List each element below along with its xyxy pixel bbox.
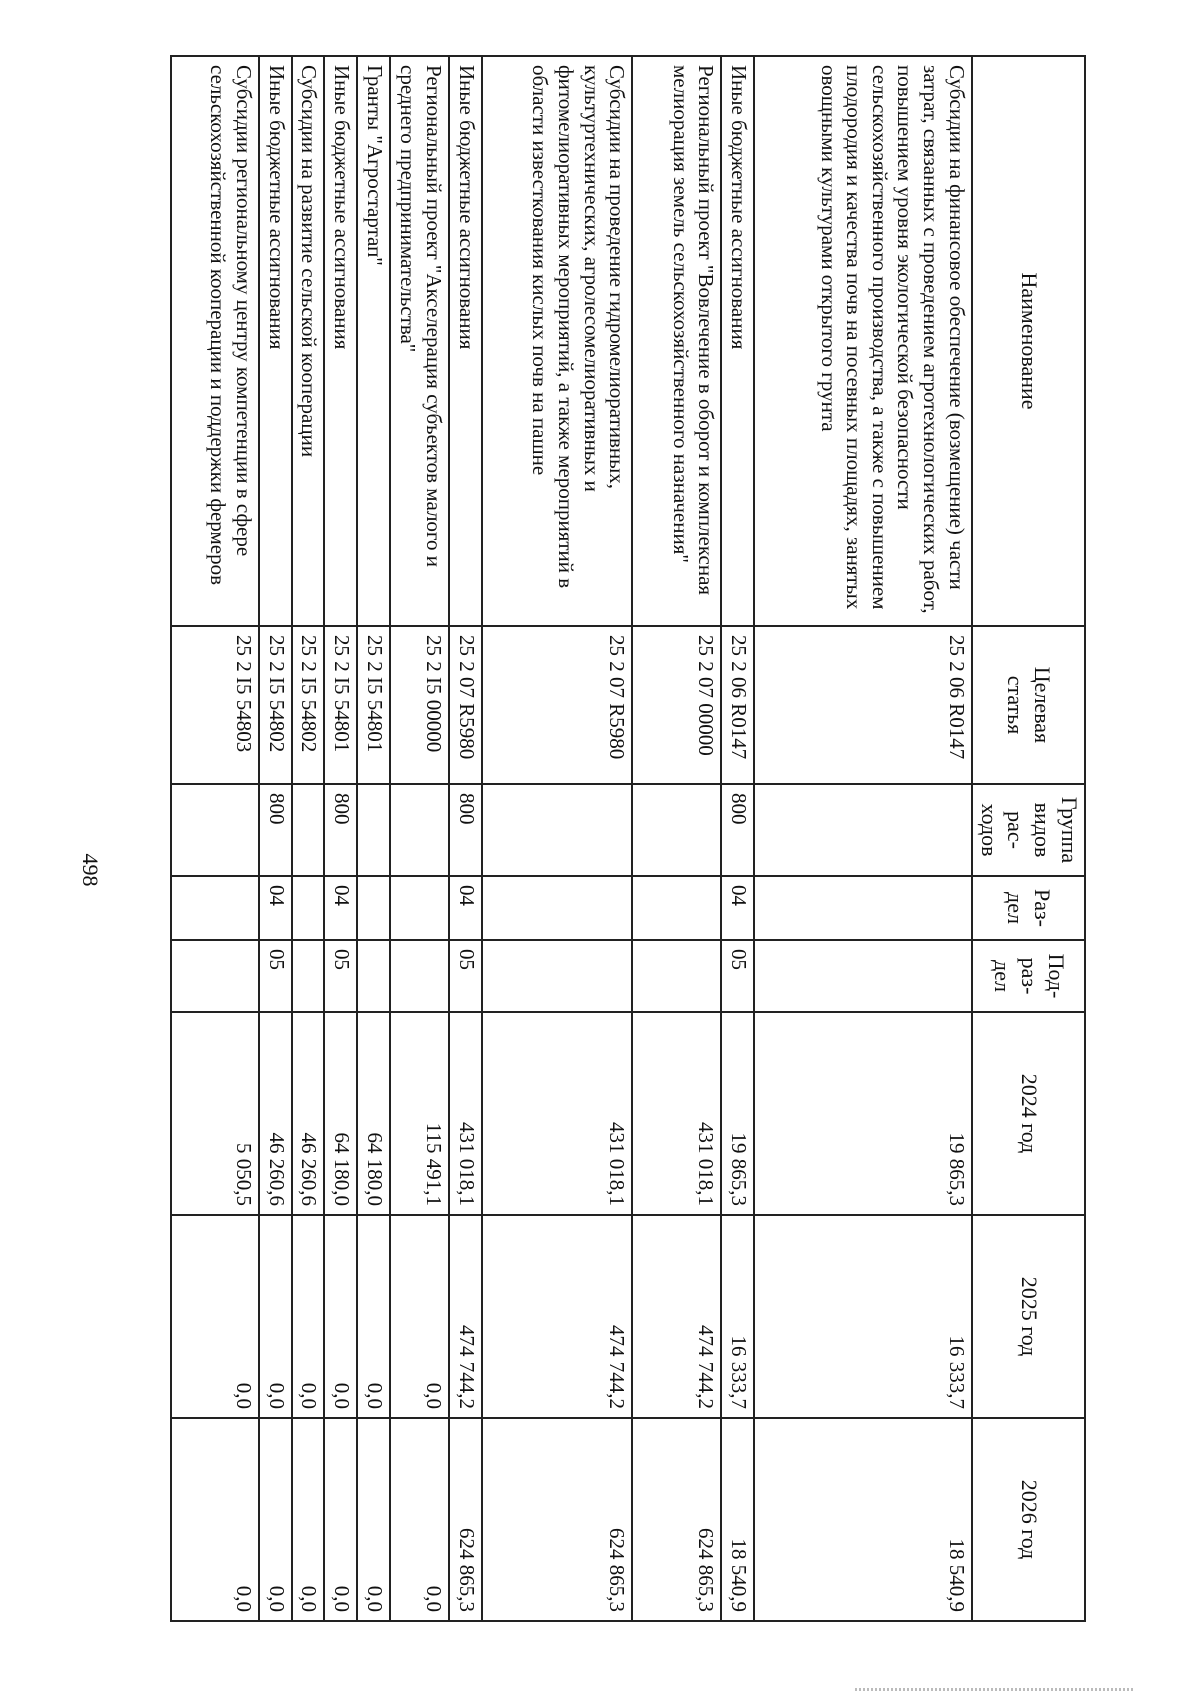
cell-2024: 115 491,1 xyxy=(390,1012,449,1215)
page-number: 498 xyxy=(78,853,103,887)
cell-target: 25 2 06 R0147 xyxy=(754,626,971,784)
cell-section xyxy=(482,876,632,940)
cell-subsection xyxy=(357,940,390,1012)
cell-group: 800 xyxy=(721,784,754,876)
cell-name: Гранты "Агростартап" xyxy=(357,56,390,626)
table-row xyxy=(632,56,721,1621)
table-header-row xyxy=(972,56,1085,1621)
table-row xyxy=(449,56,482,1621)
cell-group xyxy=(390,784,449,876)
cell-subsection xyxy=(754,940,971,1012)
cell-section: 04 xyxy=(324,876,357,940)
table-row xyxy=(721,56,754,1621)
cell-subsection xyxy=(390,940,449,1012)
cell-target: 25 2 I5 54802 xyxy=(259,626,292,784)
cell-2025: 0,0 xyxy=(259,1215,292,1418)
cell-target: 25 2 07 R5980 xyxy=(449,626,482,784)
cell-2026: 0,0 xyxy=(357,1418,390,1621)
cell-section xyxy=(171,876,259,940)
cell-target: 25 2 I5 00000 xyxy=(390,626,449,784)
cell-2024: 5 050,5 xyxy=(171,1012,259,1215)
cell-group: 800 xyxy=(324,784,357,876)
cell-2026: 624 865,3 xyxy=(482,1418,632,1621)
cell-section xyxy=(632,876,721,940)
header-target: Целевая статья xyxy=(972,626,1085,784)
cell-2024: 19 865,3 xyxy=(754,1012,971,1215)
cell-2024: 19 865,3 xyxy=(721,1012,754,1215)
cell-name: Иные бюджетные ассигнования xyxy=(721,56,754,626)
cell-subsection xyxy=(292,940,325,1012)
cell-group xyxy=(632,784,721,876)
cell-subsection xyxy=(632,940,721,1012)
table-row xyxy=(171,56,259,1621)
cell-group xyxy=(292,784,325,876)
cell-2026: 624 865,3 xyxy=(449,1418,482,1621)
table-row xyxy=(390,56,449,1621)
budget-table xyxy=(170,55,1086,1622)
header-2025: 2025 год xyxy=(972,1215,1085,1418)
cell-target: 25 2 I5 54802 xyxy=(292,626,325,784)
cell-2024: 64 180,0 xyxy=(324,1012,357,1215)
cell-2026: 0,0 xyxy=(390,1418,449,1621)
cell-2026: 0,0 xyxy=(324,1418,357,1621)
cell-name: Иные бюджетные ассигнования xyxy=(324,56,357,626)
cell-section xyxy=(754,876,971,940)
cell-2025: 0,0 xyxy=(357,1215,390,1418)
cell-name: Субсидии на проведение гидромелиоративных, культуртехнических, агролесомелиоративных и фитомелиоративных мероприятий, а также мероприятий в области известкования кислых почв на пашне xyxy=(482,56,632,626)
cell-2026: 18 540,9 xyxy=(721,1418,754,1621)
cell-subsection: 05 xyxy=(721,940,754,1012)
cell-2026: 18 540,9 xyxy=(754,1418,971,1621)
table-body xyxy=(171,56,972,1621)
cell-name: Региональный проект "Акселерация субъектов малого и среднего предпринимательства" xyxy=(390,56,449,626)
cell-2025: 0,0 xyxy=(171,1215,259,1418)
cell-group xyxy=(357,784,390,876)
table-row xyxy=(324,56,357,1621)
cell-2025: 0,0 xyxy=(390,1215,449,1418)
cell-section xyxy=(292,876,325,940)
header-2024: 2024 год xyxy=(972,1012,1085,1215)
cell-name: Региональный проект "Вовлечение в оборот и комплексная мелиорация земель сельскохозяйственного назначения" xyxy=(632,56,721,626)
cell-name: Иные бюджетные ассигнования xyxy=(259,56,292,626)
table-row xyxy=(482,56,632,1621)
cell-2026: 624 865,3 xyxy=(632,1418,721,1621)
cell-subsection xyxy=(171,940,259,1012)
header-2026: 2026 год xyxy=(972,1418,1085,1621)
cell-target: 25 2 I5 54801 xyxy=(324,626,357,784)
cell-2025: 16 333,7 xyxy=(721,1215,754,1418)
cell-2024: 431 018,1 xyxy=(482,1012,632,1215)
cell-2025: 474 744,2 xyxy=(482,1215,632,1418)
table-row xyxy=(754,56,971,1621)
cell-2025: 16 333,7 xyxy=(754,1215,971,1418)
cell-2026: 0,0 xyxy=(171,1418,259,1621)
cell-name: Субсидии региональному центру компетенции в сфере сельскохозяйственной кооперации и поддержки фермеров xyxy=(171,56,259,626)
header-section: Раз-дел xyxy=(972,876,1085,940)
cell-2025: 0,0 xyxy=(292,1215,325,1418)
header-subsection: Под-раз-дел xyxy=(972,940,1085,1012)
table-row xyxy=(292,56,325,1621)
cell-group: 800 xyxy=(259,784,292,876)
cell-target: 25 2 I5 54803 xyxy=(171,626,259,784)
cell-target: 25 2 06 R0147 xyxy=(721,626,754,784)
cell-group: 800 xyxy=(449,784,482,876)
cell-target: 25 2 I5 54801 xyxy=(357,626,390,784)
cell-2026: 0,0 xyxy=(292,1418,325,1621)
cell-section: 04 xyxy=(449,876,482,940)
cell-subsection xyxy=(482,940,632,1012)
cell-2024: 46 260,6 xyxy=(292,1012,325,1215)
cell-subsection: 05 xyxy=(324,940,357,1012)
header-name: Наименование xyxy=(972,56,1085,626)
table-row xyxy=(357,56,390,1621)
header-group: Группа видов рас-ходов xyxy=(972,784,1085,876)
cell-name: Субсидии на развитие сельской кооперации xyxy=(292,56,325,626)
cell-2024: 64 180,0 xyxy=(357,1012,390,1215)
cell-name: Субсидии на финансовое обеспечение (возмещение) части затрат, связанных с проведением агротехнологических работ, повышением уровня экологической безопасности сельскохозяйственного производства, а также с повышением плодородия и качества почв на посевных площадях, занятых овощными культурами открытого грунта xyxy=(754,56,971,626)
cell-section xyxy=(390,876,449,940)
cell-2025: 474 744,2 xyxy=(449,1215,482,1418)
budget-table-wrapper xyxy=(170,55,1086,1620)
cell-group xyxy=(482,784,632,876)
cell-2024: 431 018,1 xyxy=(632,1012,721,1215)
cell-2026: 0,0 xyxy=(259,1418,292,1621)
cell-subsection: 05 xyxy=(259,940,292,1012)
table-row xyxy=(259,56,292,1621)
cell-group xyxy=(171,784,259,876)
cell-subsection: 05 xyxy=(449,940,482,1012)
cell-section: 04 xyxy=(721,876,754,940)
cell-2025: 474 744,2 xyxy=(632,1215,721,1418)
cell-2024: 46 260,6 xyxy=(259,1012,292,1215)
cell-2024: 431 018,1 xyxy=(449,1012,482,1215)
cell-target: 25 2 07 00000 xyxy=(632,626,721,784)
cell-section: 04 xyxy=(259,876,292,940)
scan-artifact-line xyxy=(855,1688,1135,1691)
cell-target: 25 2 07 R5980 xyxy=(482,626,632,784)
cell-group xyxy=(754,784,971,876)
cell-2025: 0,0 xyxy=(324,1215,357,1418)
cell-name: Иные бюджетные ассигнования xyxy=(449,56,482,626)
cell-section xyxy=(357,876,390,940)
